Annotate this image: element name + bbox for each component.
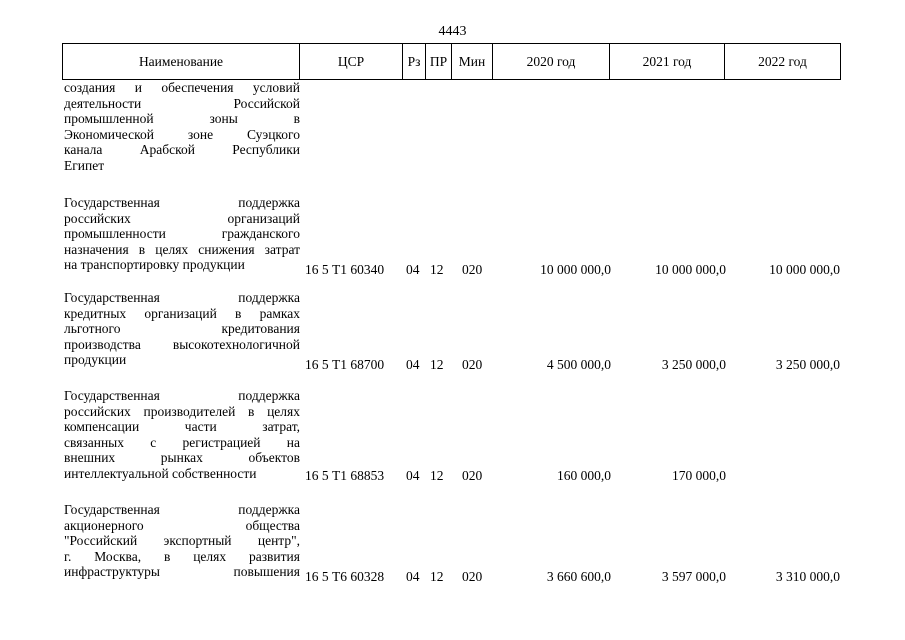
row-name-line: "Российский экспортный центр", — [64, 533, 300, 549]
row-name-line: назначения в целях снижения затрат — [64, 241, 300, 257]
row-value-2020: 3 660 600,0 — [546, 569, 611, 584]
row-name-line: российских производителей в целях — [64, 403, 300, 419]
header-2022: 2022 год — [725, 44, 841, 80]
row-min: 020 — [462, 357, 483, 372]
row-name-line: интеллектуальной собственности — [64, 465, 257, 481]
row-name-line: промышленности гражданского — [64, 226, 300, 242]
row-rz: 04 — [406, 262, 420, 277]
row-name-line: канала Арабской Республики — [64, 142, 300, 158]
row-name-line: льготного кредитования — [64, 321, 300, 337]
row-name-line: на транспортировку продукции — [64, 257, 245, 273]
row-name — [64, 80, 300, 174]
row-csr: 16 5 Т1 68700 — [305, 357, 385, 372]
row-name-line: продукции — [64, 352, 127, 368]
row-value-2021: 10 000 000,0 — [655, 262, 726, 277]
row-name-line: промышленной зоны в — [64, 111, 300, 127]
header-2021: 2021 год — [610, 44, 725, 80]
row-value-2022: 10 000 000,0 — [769, 262, 840, 277]
row-value-2020: 160 000,0 — [557, 468, 611, 483]
row-name — [64, 502, 300, 580]
row-value-2022: 3 310 000,0 — [775, 569, 840, 584]
row-name-line: акционерного общества — [64, 517, 300, 533]
row-rz: 04 — [406, 468, 420, 483]
row-csr: 16 5 Т1 60340 — [305, 262, 385, 277]
header-2020: 2020 год — [493, 44, 610, 80]
header-min: Мин — [452, 44, 493, 80]
row-name-line: создания и обеспечения условий — [64, 80, 300, 95]
row-value-2021: 170 000,0 — [672, 468, 726, 483]
row-name-line: компенсации части затрат, — [64, 419, 300, 435]
row-name-line: Государственная поддержка — [64, 502, 300, 517]
row-name — [64, 195, 300, 273]
row-name-line: кредитных организаций в рамках — [64, 305, 300, 321]
row-rz: 04 — [406, 357, 420, 372]
table-header — [62, 43, 841, 80]
page-number: 4443 — [438, 24, 467, 39]
row-min: 020 — [462, 468, 483, 483]
row-name-line: связанных с регистрацией на — [64, 434, 300, 450]
row-pr: 12 — [430, 262, 444, 277]
row-name-line: Государственная поддержка — [64, 388, 300, 403]
row-name-line: внешних рынках объектов — [64, 450, 300, 466]
row-value-2021: 3 597 000,0 — [661, 569, 726, 584]
row-csr: 16 5 Т1 68853 — [305, 468, 385, 483]
row-name-line: Государственная поддержка — [64, 290, 300, 305]
header-pr: ПР — [426, 44, 452, 80]
row-name-line: инфраструктуры повышения — [64, 564, 300, 580]
row-name — [64, 388, 300, 482]
row-name-line: деятельности Российской — [64, 95, 300, 111]
row-name-line: российских организаций — [64, 210, 300, 226]
row-rz: 04 — [406, 569, 420, 584]
row-value-2020: 10 000 000,0 — [540, 262, 611, 277]
row-min: 020 — [462, 569, 483, 584]
row-name-line: Государственная поддержка — [64, 195, 300, 210]
row-name-line: производства высокотехнологичной — [64, 336, 300, 352]
row-value-2021: 3 250 000,0 — [661, 357, 726, 372]
row-pr: 12 — [430, 357, 444, 372]
row-name-line: г. Москва, в целях развития — [64, 548, 300, 564]
row-name-line: Египет — [64, 157, 105, 173]
row-name-line: Экономической зоне Суэцкого — [64, 126, 300, 142]
header-name: Наименование — [63, 44, 300, 80]
header-rz: Рз — [403, 44, 426, 80]
row-value-2022: 3 250 000,0 — [775, 357, 840, 372]
header-csr: ЦСР — [300, 44, 403, 80]
row-pr: 12 — [430, 468, 444, 483]
row-pr: 12 — [430, 569, 444, 584]
row-name — [64, 290, 300, 368]
row-value-2020: 4 500 000,0 — [546, 357, 611, 372]
row-csr: 16 5 Т6 60328 — [305, 569, 385, 584]
row-min: 020 — [462, 262, 483, 277]
